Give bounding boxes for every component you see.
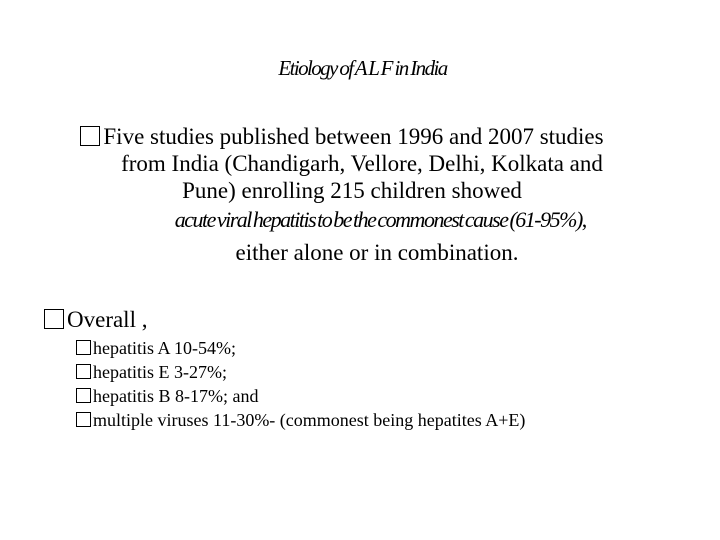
bullet-five-studies	[52, 123, 672, 266]
list-item-text: hepatitis B 8-17%; and	[93, 386, 259, 406]
list-item	[76, 408, 525, 432]
sub-bullet-box-icon	[76, 340, 91, 355]
list-item	[76, 384, 525, 408]
emphasis-tail: ,	[581, 207, 588, 232]
list-item	[76, 336, 525, 360]
bullet-overall-label: Overall ,	[67, 307, 148, 332]
list-item-text: hepatitis E 3-27%;	[93, 362, 227, 382]
bullet-line-4	[90, 206, 672, 233]
bullet-box-icon	[44, 309, 64, 329]
sub-bullet-list	[76, 336, 525, 432]
list-item-text: multiple viruses 11-30%- (commonest being hepatites A+E)	[93, 410, 526, 430]
bullet-box-icon	[80, 126, 100, 146]
bullet-overall	[44, 306, 147, 334]
bullet-line-3: Pune) enrolling 215 children showed	[182, 178, 522, 203]
sub-bullet-box-icon	[76, 412, 91, 427]
list-item-text: hepatitis A 10-54%;	[93, 338, 236, 358]
bullet-line-1	[12, 123, 672, 150]
sub-bullet-box-icon	[76, 388, 91, 403]
list-item	[76, 360, 525, 384]
bullet-text: Five studies published between 1996 and 2007 studies	[103, 124, 604, 149]
bullet-line-5: either alone or in combination.	[235, 240, 519, 265]
sub-bullet-box-icon	[76, 364, 91, 379]
slide-title: Etiology of A L F in India	[278, 56, 447, 80]
emphasis-text: acute viral hepatitis to be the commonest cause (61-95%)	[174, 207, 582, 232]
bullet-line-2: from India (Chandigarh, Vellore, Delhi, Kolkata and	[121, 151, 603, 176]
